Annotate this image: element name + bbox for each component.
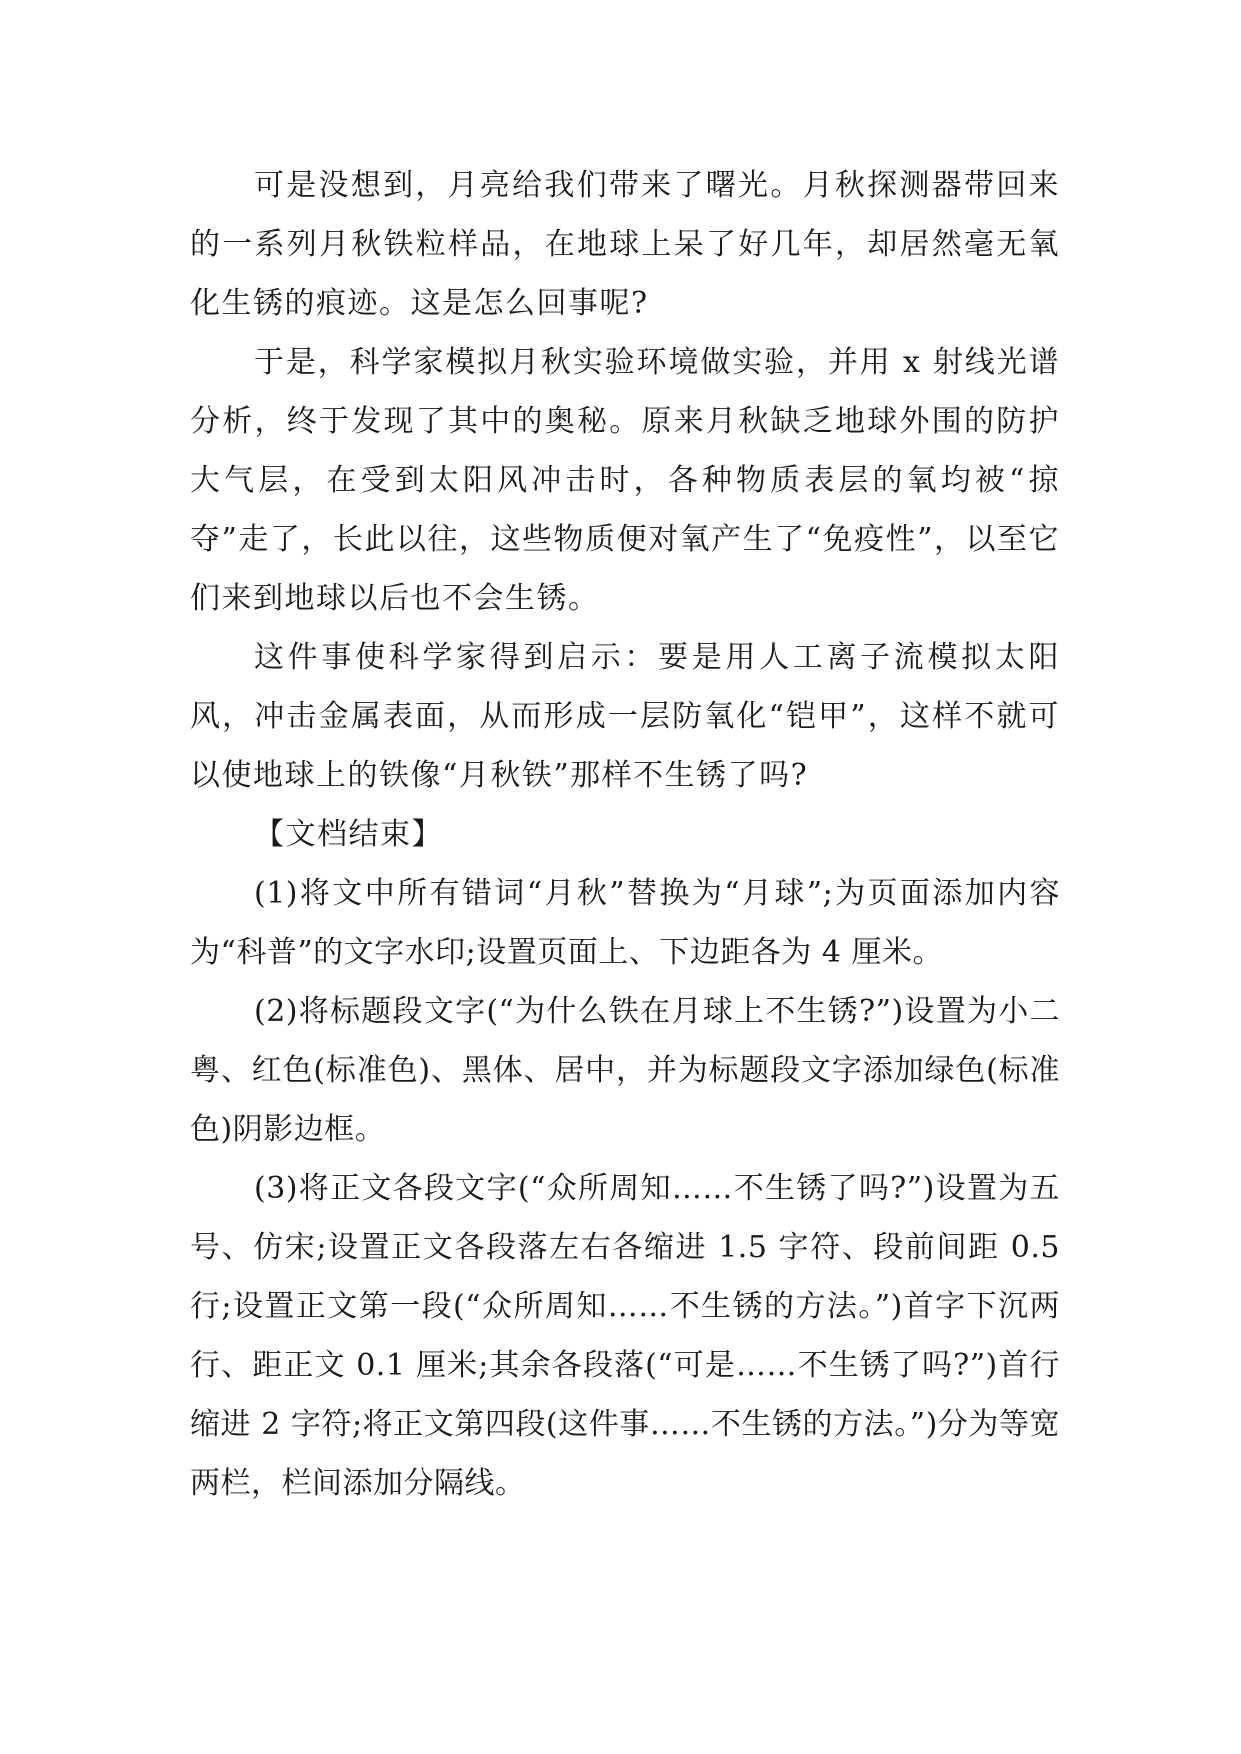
document-body	[190, 156, 1060, 1513]
body-paragraph-2: 于是，科学家模拟月秋实验环境做实验，并用 x 射线光谱分析，终于发现了其中的奥秘。原来月秋缺乏地球外围的防护大气层，在受到太阳风冲击时，各种物质表层的氧均被“掠夺”走了，长此以往，这些物质便对氧产生了“免疫性”，以至它们来到地球以后也不会生锈。	[190, 345, 1060, 616]
instruction-3: (3)将正文各段文字(“众所周知……不生锈了吗?”)设置为五号、仿宋;设置正文各段落左右各缩进 1.5 字符、段前间距 0.5 行;设置正文第一段(“众所周知……不生锈的方法。”)首字下沉两行、距正文 0.1 厘米;其余各段落(“可是……不生锈了吗?”)首行缩进 2 字符;将正文第四段(这件事……不生锈的方法。”)分为等宽两栏，栏间添加分隔线。	[190, 1171, 1060, 1501]
body-paragraph-1: 可是没想到，月亮给我们带来了曙光。月秋探测器带回来的一系列月秋铁粒样品，在地球上呆了好几年，却居然毫无氧化生锈的痕迹。这是怎么回事呢?	[190, 168, 1060, 321]
body-paragraph-3: 这件事使科学家得到启示：要是用人工离子流模拟太阳风，冲击金属表面，从而形成一层防氧化“铠甲”，这样不就可以使地球上的铁像“月秋铁”那样不生锈了吗?	[190, 640, 1060, 793]
instruction-1: (1)将文中所有错词“月秋”替换为“月球”;为页面添加内容为“科普”的文字水印;设置页面上、下边距各为 4 厘米。	[190, 876, 1060, 970]
instruction-2: (2)将标题段文字(“为什么铁在月球上不生锈?”)设置为小二粤、红色(标准色)、黑体、居中，并为标题段文字添加绿色(标准色)阴影边框。	[190, 994, 1060, 1147]
document-end-marker: 【文档结束】	[254, 817, 443, 852]
